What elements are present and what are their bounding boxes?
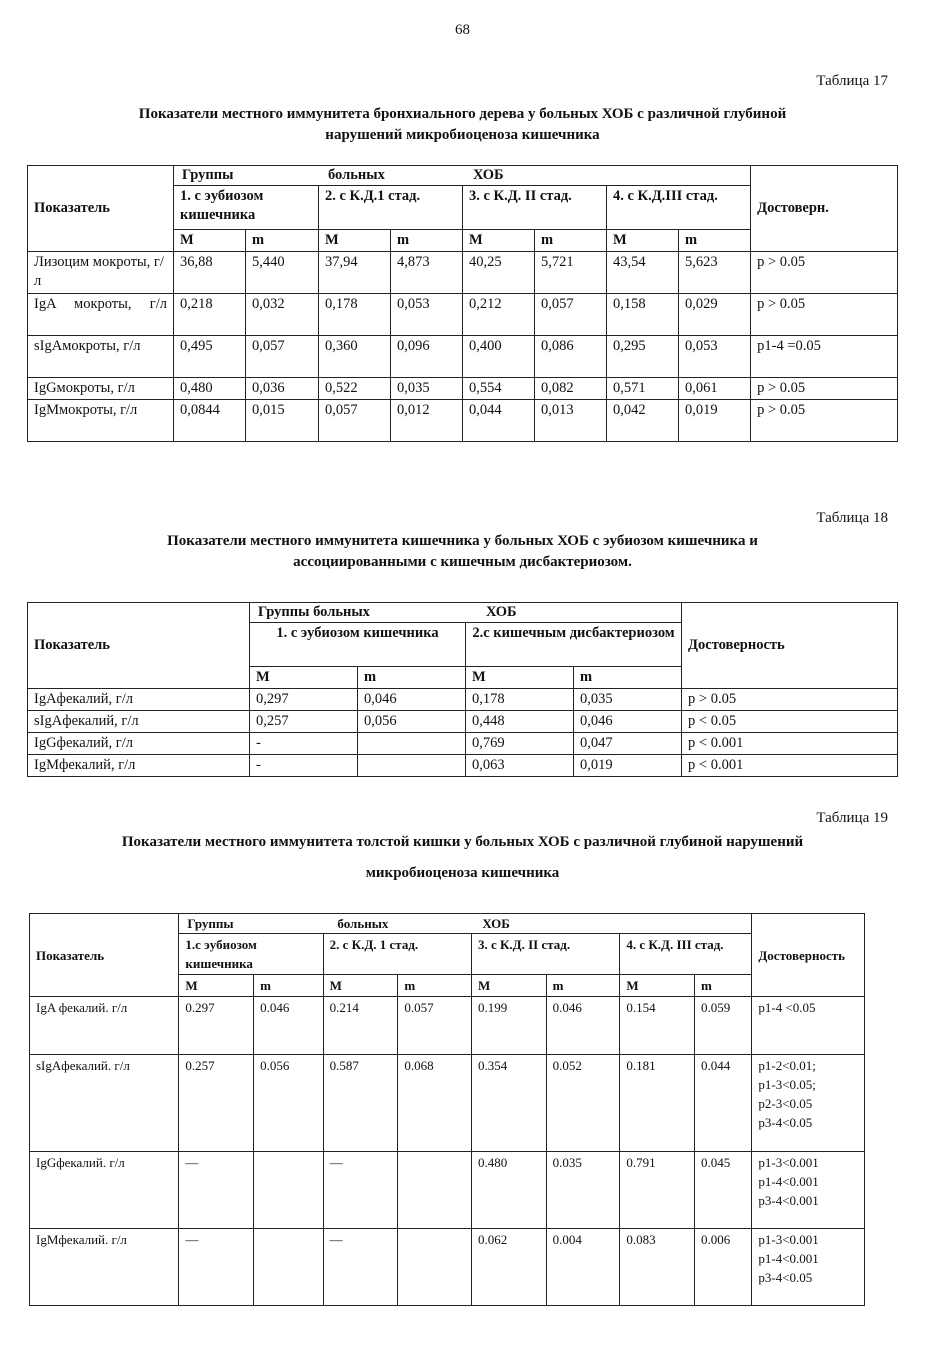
- significance-line: p1-3<0.05;: [758, 1077, 816, 1092]
- significance-cell: p < 0.05: [682, 711, 898, 733]
- table-cell: 0,035: [574, 689, 682, 711]
- row-name: IgMфекалий. г/л: [30, 1229, 179, 1306]
- table19-header-groups: [179, 914, 752, 934]
- table-cell: 0.035: [546, 1152, 620, 1229]
- table-row: [28, 336, 898, 378]
- significance-cell: [752, 1152, 865, 1229]
- table-cell: 0.083: [620, 1229, 695, 1306]
- table-cell: [358, 755, 466, 777]
- table18-M-1: M: [250, 667, 358, 689]
- row-name: sIgAфекалий, г/л: [28, 711, 250, 733]
- table-row: [28, 733, 898, 755]
- row-name: IgAфекалий, г/л: [28, 689, 250, 711]
- significance-line: p2-3<0.05: [758, 1096, 813, 1111]
- table17-group1-header: 1. с эубиозом кишечника: [174, 186, 319, 230]
- table19-title-line1: Показатели местного иммунитета толстой кишки у больных ХОБ с различной глубиной нарушений: [121, 834, 804, 850]
- row-name: Лизоцим мокроты, г/л: [28, 252, 174, 294]
- table17-m-3: m: [535, 230, 607, 252]
- table19-m-2: m: [398, 975, 472, 997]
- table-cell: 0,554: [463, 378, 535, 400]
- row-name: IgGмокроты, г/л: [28, 378, 174, 400]
- table-cell: 0.791: [620, 1152, 695, 1229]
- significance-line: p1-3<0.001: [758, 1232, 819, 1247]
- table17-m-1: m: [246, 230, 319, 252]
- table-row: [28, 689, 898, 711]
- table17-groups-word1: Группы: [182, 167, 234, 183]
- table18-label: Таблица 18: [816, 510, 888, 526]
- table-cell: 0,053: [391, 294, 463, 336]
- table19-title-line2: микробиоценоза кишечника: [365, 865, 560, 881]
- table-cell: 0,042: [607, 400, 679, 442]
- table18-header-significance: Достоверность: [682, 603, 898, 689]
- table-cell: —: [323, 1152, 398, 1229]
- significance-line: p1-4<0.001: [758, 1174, 819, 1189]
- table-cell: 40,25: [463, 252, 535, 294]
- table-cell: 0.046: [546, 997, 620, 1055]
- significance-line: p3-4<0.05: [758, 1270, 813, 1285]
- significance-line: p1-4 <0.05: [758, 1000, 816, 1015]
- significance-cell: p > 0.05: [682, 689, 898, 711]
- table19-M-4: M: [620, 975, 695, 997]
- table-cell: 0,082: [535, 378, 607, 400]
- table17-title-line2: нарушений микробиоценоза кишечника: [325, 127, 600, 143]
- table18-m-2: m: [574, 667, 682, 689]
- table-cell: 0,158: [607, 294, 679, 336]
- table-cell: —: [179, 1152, 254, 1229]
- table19-m-1: m: [254, 975, 324, 997]
- table-cell: 0,448: [466, 711, 574, 733]
- table18-M-2: M: [466, 667, 574, 689]
- table17-groups-word2: больных: [328, 167, 385, 183]
- table-cell: [358, 733, 466, 755]
- table17-M-3: M: [463, 230, 535, 252]
- table-cell: 5,623: [679, 252, 751, 294]
- table17-title-line1: Показатели местного иммунитета бронхиального дерева у больных ХОБ с различной глубиной: [138, 106, 787, 122]
- table-row: [30, 1229, 865, 1306]
- table18-title-line1: Показатели местного иммунитета кишечника у больных ХОБ с эубиозом кишечника и: [167, 533, 758, 549]
- table-cell: 0,178: [319, 294, 391, 336]
- table-cell: 0,019: [574, 755, 682, 777]
- significance-cell: p > 0.05: [751, 378, 898, 400]
- table-cell: 0,047: [574, 733, 682, 755]
- table18: [27, 602, 898, 777]
- table19-m-4: m: [695, 975, 752, 997]
- table-cell: [398, 1152, 472, 1229]
- table-row: [28, 252, 898, 294]
- significance-line: p1-3<0.001: [758, 1155, 819, 1170]
- row-name: sIgAфекалий. г/л: [30, 1055, 179, 1152]
- table-cell: 0,036: [246, 378, 319, 400]
- table-cell: 0,013: [535, 400, 607, 442]
- significance-cell: p < 0.001: [682, 755, 898, 777]
- table-cell: 0.257: [179, 1055, 254, 1152]
- significance-cell: p > 0.05: [751, 400, 898, 442]
- table-cell: 0,046: [358, 689, 466, 711]
- table-cell: 0,295: [607, 336, 679, 378]
- table-cell: [254, 1152, 324, 1229]
- table-cell: 0,178: [466, 689, 574, 711]
- table-row: [30, 1152, 865, 1229]
- table-cell: 0,063: [466, 755, 574, 777]
- table-row: [28, 378, 898, 400]
- table-row: [28, 711, 898, 733]
- page-number: 68: [455, 22, 470, 38]
- table-cell: 0,019: [679, 400, 751, 442]
- table-cell: 0.046: [254, 997, 324, 1055]
- row-name: IgGфекалий. г/л: [30, 1152, 179, 1229]
- table-cell: —: [323, 1229, 398, 1306]
- table18-m-1: m: [358, 667, 466, 689]
- table-cell: 0,057: [535, 294, 607, 336]
- table-cell: 0,053: [679, 336, 751, 378]
- table-cell: —: [179, 1229, 254, 1306]
- table-cell: 0.068: [398, 1055, 472, 1152]
- table-cell: 0.354: [471, 1055, 546, 1152]
- table19-group1-header: 1.с эубиозом кишечника: [179, 934, 323, 975]
- table18-title: [30, 531, 895, 573]
- table19-M-2: M: [323, 975, 398, 997]
- table17-M-2: M: [319, 230, 391, 252]
- table17-body: [28, 252, 898, 442]
- table-cell: 0,057: [246, 336, 319, 378]
- table19-M-1: M: [179, 975, 254, 997]
- table-row: [28, 294, 898, 336]
- table-cell: 0,0844: [174, 400, 246, 442]
- table18-header-param: Показатель: [28, 603, 250, 689]
- table-cell: 0,522: [319, 378, 391, 400]
- table-cell: 0.052: [546, 1055, 620, 1152]
- table-cell: 0,480: [174, 378, 246, 400]
- table-cell: [254, 1229, 324, 1306]
- table-cell: 0.056: [254, 1055, 324, 1152]
- table-cell: 0.181: [620, 1055, 695, 1152]
- significance-cell: [752, 1055, 865, 1152]
- table-cell: 5,440: [246, 252, 319, 294]
- table-cell: 0.297: [179, 997, 254, 1055]
- table-cell: 0,571: [607, 378, 679, 400]
- table-cell: 0,035: [391, 378, 463, 400]
- table19-groups-word3: ХОБ: [482, 916, 510, 931]
- table19-label: Таблица 19: [816, 810, 888, 826]
- table18-body: [28, 689, 898, 777]
- table19-header-significance: Достоверность: [752, 914, 865, 997]
- table19: [29, 913, 865, 1306]
- table-cell: 0,086: [535, 336, 607, 378]
- table19-group2-header: 2. с К.Д. 1 стад.: [323, 934, 471, 975]
- table17-title: [30, 104, 895, 146]
- table17: [27, 165, 898, 442]
- table-cell: 0.199: [471, 997, 546, 1055]
- table18-groups-word1: Группы больных: [258, 604, 370, 620]
- table-cell: 0.480: [471, 1152, 546, 1229]
- table17-group3-header: 3. с К.Д. II стад.: [463, 186, 607, 230]
- significance-cell: [752, 1229, 865, 1306]
- table17-m-2: m: [391, 230, 463, 252]
- table17-groups-word3: ХОБ: [473, 167, 504, 183]
- row-name: IgGфекалий, г/л: [28, 733, 250, 755]
- table-cell: 0.062: [471, 1229, 546, 1306]
- row-name: IgMфекалий, г/л: [28, 755, 250, 777]
- table-cell: 0.057: [398, 997, 472, 1055]
- table19-m-3: m: [546, 975, 620, 997]
- table-cell: 0,061: [679, 378, 751, 400]
- table-cell: 0,257: [250, 711, 358, 733]
- table-cell: 0,769: [466, 733, 574, 755]
- table-cell: 0,495: [174, 336, 246, 378]
- table-cell: -: [250, 733, 358, 755]
- table-cell: 5,721: [535, 252, 607, 294]
- table-row: [28, 400, 898, 442]
- table-cell: 0,297: [250, 689, 358, 711]
- row-name: IgA фекалий. г/л: [30, 997, 179, 1055]
- table-cell: 0,400: [463, 336, 535, 378]
- table-cell: 0,012: [391, 400, 463, 442]
- table17-header-param: Показатель: [28, 166, 174, 252]
- table17-group4-header: 4. с К.Д.III стад.: [607, 186, 751, 230]
- significance-line: p1-4<0.001: [758, 1251, 819, 1266]
- table-cell: 0,212: [463, 294, 535, 336]
- table-row: [28, 755, 898, 777]
- table17-M-1: M: [174, 230, 246, 252]
- table18-group1-header: 1. с эубиозом кишечника: [250, 623, 466, 667]
- table-cell: 37,94: [319, 252, 391, 294]
- table-cell: 0.587: [323, 1055, 398, 1152]
- table17-m-4: m: [679, 230, 751, 252]
- table-cell: 36,88: [174, 252, 246, 294]
- table19-M-3: M: [471, 975, 546, 997]
- table-cell: 0,218: [174, 294, 246, 336]
- table-cell: [398, 1229, 472, 1306]
- significance-cell: p < 0.001: [682, 733, 898, 755]
- table-cell: 0,056: [358, 711, 466, 733]
- table-cell: 0,029: [679, 294, 751, 336]
- row-name: IgA мокроты, г/л: [28, 294, 174, 336]
- table19-header-param: Показатель: [30, 914, 179, 997]
- table-cell: 0.004: [546, 1229, 620, 1306]
- table19-groups-word1: Группы: [187, 916, 234, 931]
- table18-title-line2: ассоциированными с кишечным дисбактериозом.: [293, 554, 632, 570]
- table-cell: 43,54: [607, 252, 679, 294]
- table19-group3-header: 3. с К.Д. II стад.: [471, 934, 619, 975]
- table-row: [30, 1055, 865, 1152]
- row-name: IgMмокроты, г/л: [28, 400, 174, 442]
- table-cell: 0,032: [246, 294, 319, 336]
- table19-body: [30, 997, 865, 1306]
- table19-groups-word2: больных: [337, 916, 389, 931]
- table17-header-significance: Достоверн.: [751, 166, 898, 252]
- table17-label: Таблица 17: [816, 73, 888, 89]
- table-cell: 0,044: [463, 400, 535, 442]
- table18-group2-header: 2.с кишечным дисбактериозом: [466, 623, 682, 667]
- table-row: [30, 997, 865, 1055]
- table-cell: 0,046: [574, 711, 682, 733]
- table-cell: 0.006: [695, 1229, 752, 1306]
- table17-header-groups: [174, 166, 751, 186]
- significance-cell: p > 0.05: [751, 294, 898, 336]
- significance-line: p1-2<0.01;: [758, 1058, 816, 1073]
- table19-group4-header: 4. с К.Д. III стад.: [620, 934, 752, 975]
- table-cell: 0.059: [695, 997, 752, 1055]
- significance-cell: p > 0.05: [751, 252, 898, 294]
- table18-groups-word2: ХОБ: [486, 604, 517, 620]
- significance-cell: p1-4 =0.05: [751, 336, 898, 378]
- table-cell: 0.045: [695, 1152, 752, 1229]
- row-name: sIgAмокроты, г/л: [28, 336, 174, 378]
- table-cell: 0,096: [391, 336, 463, 378]
- table-cell: 0,360: [319, 336, 391, 378]
- significance-cell: [752, 997, 865, 1055]
- significance-line: p3-4<0.05: [758, 1115, 813, 1130]
- table18-header-groups: [250, 603, 682, 623]
- table-cell: 0.214: [323, 997, 398, 1055]
- table17-M-4: M: [607, 230, 679, 252]
- table-cell: 0.044: [695, 1055, 752, 1152]
- table-cell: 4,873: [391, 252, 463, 294]
- table-cell: -: [250, 755, 358, 777]
- significance-line: p3-4<0.001: [758, 1193, 819, 1208]
- table-cell: 0,015: [246, 400, 319, 442]
- table17-group2-header: 2. с К.Д.1 стад.: [319, 186, 463, 230]
- table-cell: 0,057: [319, 400, 391, 442]
- table-cell: 0.154: [620, 997, 695, 1055]
